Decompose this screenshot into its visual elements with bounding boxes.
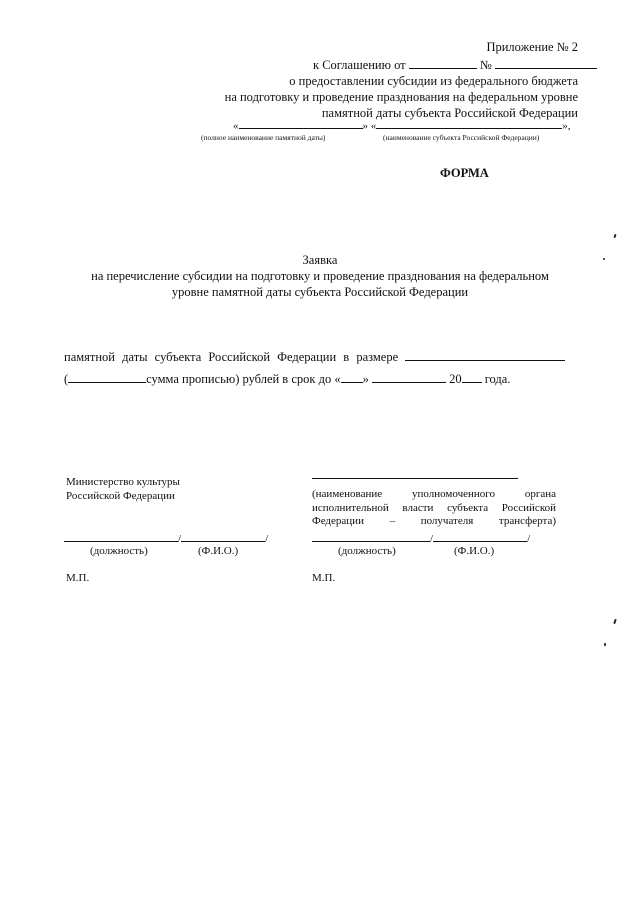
appendix-label: Приложение № 2 — [486, 40, 578, 54]
left-slash-end: / — [265, 533, 269, 545]
left-signature-line — [64, 531, 268, 545]
quote-close-left: » — [362, 120, 368, 132]
agreement-line — [313, 58, 597, 73]
right-position-field[interactable] — [312, 531, 430, 542]
right-slash: / — [430, 533, 434, 545]
authority-name-field[interactable] — [312, 478, 518, 479]
body-line-1 — [64, 350, 565, 365]
title-line-1: на перечисление субсидии на подготовку и проведение празднования на федеральном — [91, 269, 549, 283]
right-slash-end: / — [527, 533, 531, 545]
authority-caption: (наименование уполномоченного органа исполнительной власти субъекта Российской Федерации – получателя трансферта) — [312, 488, 556, 527]
scan-speck — [603, 258, 605, 260]
body-text-1: памятной даты субъекта Российской Федерации в размере — [64, 350, 399, 364]
left-name-field[interactable] — [181, 531, 265, 542]
quote-open-right: « — [370, 120, 377, 132]
left-slash: / — [178, 533, 182, 545]
quote-close-day: » — [362, 372, 369, 386]
caption-subject-name: (наименование субъекта Российской Федерации) — [383, 133, 540, 142]
scan-speck — [604, 643, 606, 646]
quote-open-left: « — [233, 120, 239, 132]
left-name-caption: (Ф.И.О.) — [198, 545, 239, 557]
left-org-line-2: Российской Федерации — [66, 490, 175, 502]
header-line-3: памятной даты субъекта Российской Федерации — [321, 106, 578, 120]
day-field[interactable] — [341, 372, 363, 383]
right-name-field[interactable] — [433, 531, 527, 542]
year-label: года. — [484, 372, 511, 386]
year-field[interactable] — [462, 372, 482, 383]
amount-words-field[interactable] — [68, 372, 146, 383]
month-field[interactable] — [372, 372, 446, 383]
title-word: Заявка — [302, 253, 338, 267]
form-label: ФОРМА — [440, 166, 489, 180]
agreement-prefix: к Соглашению от — [313, 58, 406, 72]
caption-memorial-date: (полное наименование памятной даты) — [201, 133, 326, 142]
agreement-date-field[interactable] — [409, 58, 477, 69]
subject-name-field[interactable] — [376, 118, 562, 129]
right-stamp: М.П. — [312, 572, 336, 584]
right-name-caption: (Ф.И.О.) — [454, 545, 495, 557]
body-line-2 — [64, 372, 510, 387]
right-position-caption: (должность) — [338, 545, 396, 557]
paren-open: ( — [64, 372, 69, 386]
quote-close-right: », — [562, 120, 571, 132]
left-position-field[interactable] — [64, 531, 178, 542]
header-line-1: о предоставлении субсидии из федерального бюджета — [289, 74, 578, 88]
scan-speck — [613, 619, 617, 624]
amount-field[interactable] — [405, 350, 565, 361]
scan-speck — [613, 234, 616, 238]
right-signature-line — [312, 531, 530, 545]
header-line-2: на подготовку и проведение празднования на федеральном уровне — [224, 90, 578, 104]
agreement-number-label: № — [479, 58, 492, 72]
memorial-date-field[interactable] — [239, 118, 363, 129]
left-position-caption: (должность) — [90, 545, 148, 557]
left-org-line-1: Министерство культуры — [66, 476, 180, 488]
title-line-2: уровне памятной даты субъекта Российской Федерации — [171, 285, 469, 299]
agreement-number-field[interactable] — [495, 58, 597, 69]
left-stamp: М.П. — [66, 572, 90, 584]
quote-field-line — [233, 118, 571, 132]
year-prefix: 20 — [449, 372, 462, 386]
body-text-2: сумма прописью) рублей в срок до « — [146, 372, 341, 386]
